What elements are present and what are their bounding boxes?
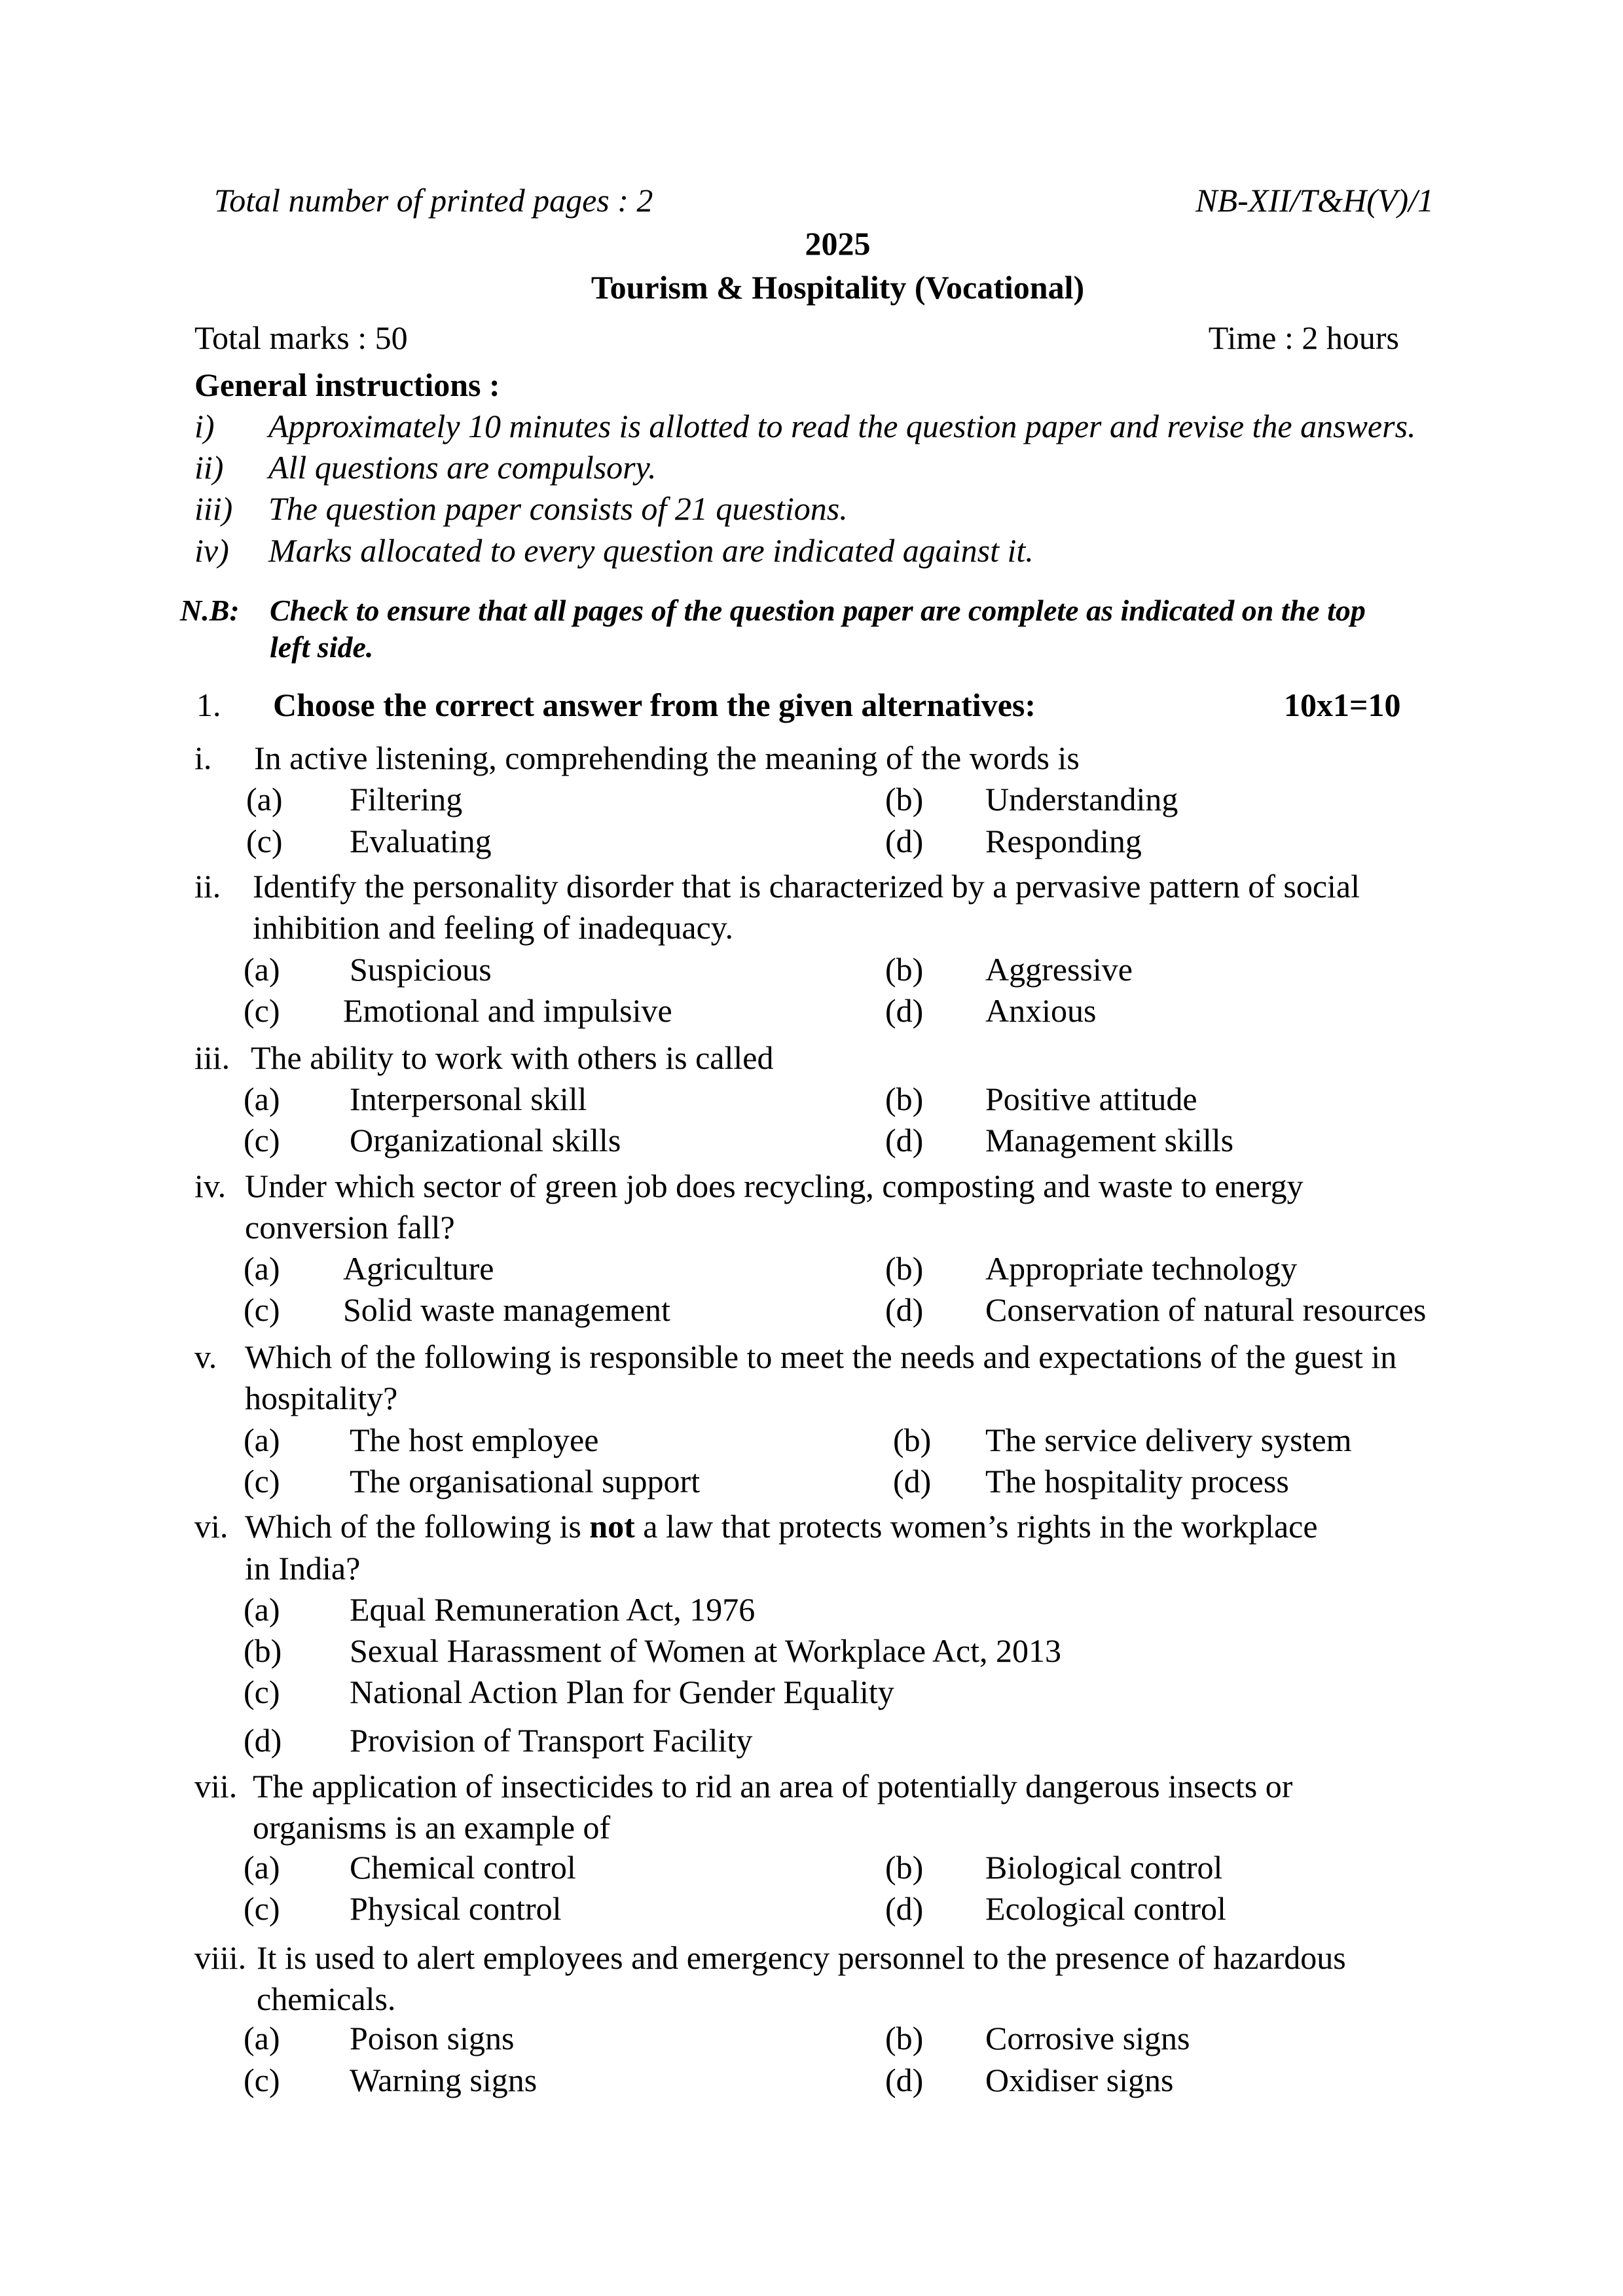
option-label: (c) bbox=[244, 1291, 280, 1328]
instruction-number: i) bbox=[194, 408, 215, 444]
option-label: (c) bbox=[244, 1122, 280, 1158]
option-text: Suspicious bbox=[350, 951, 492, 988]
option-label: (b) bbox=[885, 1081, 924, 1117]
item-text-end: a law that protects women’s rights in the workplace bbox=[634, 1508, 1318, 1545]
option-label: (d) bbox=[244, 1722, 282, 1759]
option-label: (b) bbox=[244, 1632, 282, 1669]
option-label: (b) bbox=[893, 1422, 932, 1458]
option-text: Positive attitude bbox=[985, 1081, 1197, 1117]
option-text: Understanding bbox=[985, 781, 1178, 817]
question-number: 1. bbox=[196, 687, 221, 723]
option-text: Biological control bbox=[985, 1849, 1223, 1886]
option-label: (d) bbox=[885, 2062, 924, 2098]
item-text: Under which sector of green job does recycling, composting and waste to energy bbox=[245, 1168, 1304, 1204]
question-marks: 10x1=10 bbox=[1284, 687, 1401, 723]
option-text: Management skills bbox=[985, 1122, 1234, 1158]
option-text: Organizational skills bbox=[350, 1122, 621, 1158]
item-number: vii. bbox=[194, 1768, 238, 1804]
item-text-start: Which of the following is bbox=[245, 1508, 590, 1545]
option-text: Solid waste management bbox=[343, 1291, 670, 1328]
item-text: hospitality? bbox=[245, 1380, 398, 1416]
option-text: The host employee bbox=[350, 1422, 599, 1458]
option-label: (c) bbox=[244, 1890, 280, 1927]
item-text: inhibition and feeling of inadequacy. bbox=[253, 909, 734, 946]
option-label: (a) bbox=[244, 1422, 280, 1458]
item-number: i. bbox=[194, 740, 212, 776]
option-text: Appropriate technology bbox=[985, 1250, 1298, 1287]
option-text: Emotional and impulsive bbox=[343, 992, 672, 1029]
option-text: Aggressive bbox=[985, 951, 1133, 988]
item-number: iv. bbox=[194, 1168, 227, 1204]
option-text: Warning signs bbox=[350, 2062, 538, 2098]
item-text: The ability to work with others is called bbox=[251, 1039, 774, 1076]
option-text: National Action Plan for Gender Equality bbox=[350, 1674, 894, 1710]
option-label: (a) bbox=[244, 1250, 280, 1287]
option-label: (b) bbox=[885, 1849, 924, 1886]
option-label: (c) bbox=[246, 823, 283, 859]
item-number: iii. bbox=[194, 1039, 230, 1076]
item-text: The application of insecticides to rid an area of potentially dangerous insects or bbox=[253, 1768, 1293, 1804]
item-text: It is used to alert employees and emergency personnel to the presence of hazardous bbox=[257, 1939, 1346, 1976]
total-marks: Total marks : 50 bbox=[194, 319, 408, 356]
option-label: (b) bbox=[885, 1250, 924, 1287]
option-label: (c) bbox=[244, 992, 280, 1029]
item-text: Which of the following is responsible to meet the needs and expectations of the guest in bbox=[245, 1338, 1397, 1375]
instruction-text: Approximately 10 minutes is allotted to read the question paper and revise the answers. bbox=[268, 408, 1416, 444]
item-text: in India? bbox=[245, 1550, 361, 1587]
option-text: The organisational support bbox=[350, 1463, 701, 1499]
item-text: conversion fall? bbox=[245, 1209, 455, 1246]
paper-code: NB-XII/T&H(V)/1 bbox=[1195, 182, 1434, 219]
emphasis-not: not bbox=[589, 1508, 635, 1545]
item-number: v. bbox=[194, 1338, 217, 1375]
option-text: Corrosive signs bbox=[985, 2020, 1190, 2056]
option-label: (a) bbox=[244, 951, 280, 988]
item-number: ii. bbox=[194, 868, 221, 905]
option-label: (d) bbox=[885, 1890, 924, 1927]
item-number: vi. bbox=[194, 1508, 228, 1545]
option-text: The hospitality process bbox=[985, 1463, 1289, 1499]
option-label: (d) bbox=[893, 1463, 932, 1499]
option-label: (b) bbox=[885, 951, 924, 988]
option-label: (a) bbox=[244, 1849, 280, 1886]
time-allowed: Time : 2 hours bbox=[1208, 319, 1399, 356]
instruction-number: ii) bbox=[194, 449, 224, 486]
option-text: Responding bbox=[985, 823, 1142, 859]
item-text: organisms is an example of bbox=[253, 1809, 611, 1846]
option-label: (d) bbox=[885, 1291, 924, 1328]
instruction-text: All questions are compulsory. bbox=[268, 449, 657, 486]
option-text: Chemical control bbox=[350, 1849, 576, 1886]
instruction-number: iv) bbox=[194, 532, 229, 569]
option-text: Agriculture bbox=[343, 1250, 494, 1287]
instruction-text: The question paper consists of 21 questions. bbox=[268, 490, 848, 527]
option-text: Physical control bbox=[350, 1890, 562, 1927]
option-text: Filtering bbox=[350, 781, 463, 817]
option-label: (b) bbox=[885, 781, 924, 817]
option-label: (a) bbox=[244, 2020, 280, 2056]
option-text: Oxidiser signs bbox=[985, 2062, 1174, 2098]
option-label: (c) bbox=[244, 1463, 280, 1499]
exam-year: 2025 bbox=[805, 225, 871, 262]
option-label: (d) bbox=[885, 1122, 924, 1158]
option-text: The service delivery system bbox=[985, 1422, 1352, 1458]
option-text: Evaluating bbox=[350, 823, 492, 859]
option-text: Provision of Transport Facility bbox=[350, 1722, 753, 1759]
instruction-number: iii) bbox=[194, 490, 233, 527]
option-label: (d) bbox=[885, 992, 924, 1029]
instruction-text: Marks allocated to every question are indicated against it. bbox=[268, 532, 1034, 569]
option-label: (d) bbox=[885, 823, 924, 859]
option-text: Equal Remuneration Act, 1976 bbox=[350, 1591, 756, 1628]
option-label: (b) bbox=[885, 2020, 924, 2056]
instructions-heading: General instructions : bbox=[194, 367, 500, 403]
item-text: Identify the personality disorder that is characterized by a pervasive pattern of social bbox=[253, 868, 1360, 905]
question-prompt: Choose the correct answer from the given alternatives: bbox=[273, 687, 1036, 723]
option-text: Sexual Harassment of Women at Workplace Act, 2013 bbox=[350, 1632, 1062, 1669]
option-label: (c) bbox=[244, 1674, 280, 1710]
item-text bbox=[245, 1505, 1318, 1547]
nb-text-continued: left side. bbox=[270, 630, 374, 664]
option-label: (c) bbox=[244, 2062, 280, 2098]
option-label: (a) bbox=[246, 781, 283, 817]
option-text: Poison signs bbox=[350, 2020, 515, 2056]
option-text: Conservation of natural resources bbox=[985, 1291, 1427, 1328]
item-number: viii. bbox=[194, 1939, 247, 1976]
option-label: (a) bbox=[244, 1591, 280, 1628]
option-text: Ecological control bbox=[985, 1890, 1226, 1927]
item-text: chemicals. bbox=[257, 1981, 396, 2017]
option-text: Anxious bbox=[985, 992, 1097, 1029]
option-text: Interpersonal skill bbox=[350, 1081, 587, 1117]
nb-label: N.B: bbox=[180, 594, 240, 627]
printed-pages-label: Total number of printed pages : 2 bbox=[214, 182, 653, 219]
item-text: In active listening, comprehending the meaning of the words is bbox=[254, 740, 1080, 776]
option-label: (a) bbox=[244, 1081, 280, 1117]
nb-text: Check to ensure that all pages of the question paper are complete as indicated on the top bbox=[270, 594, 1366, 627]
paper-title: Tourism & Hospitality (Vocational) bbox=[591, 269, 1085, 306]
